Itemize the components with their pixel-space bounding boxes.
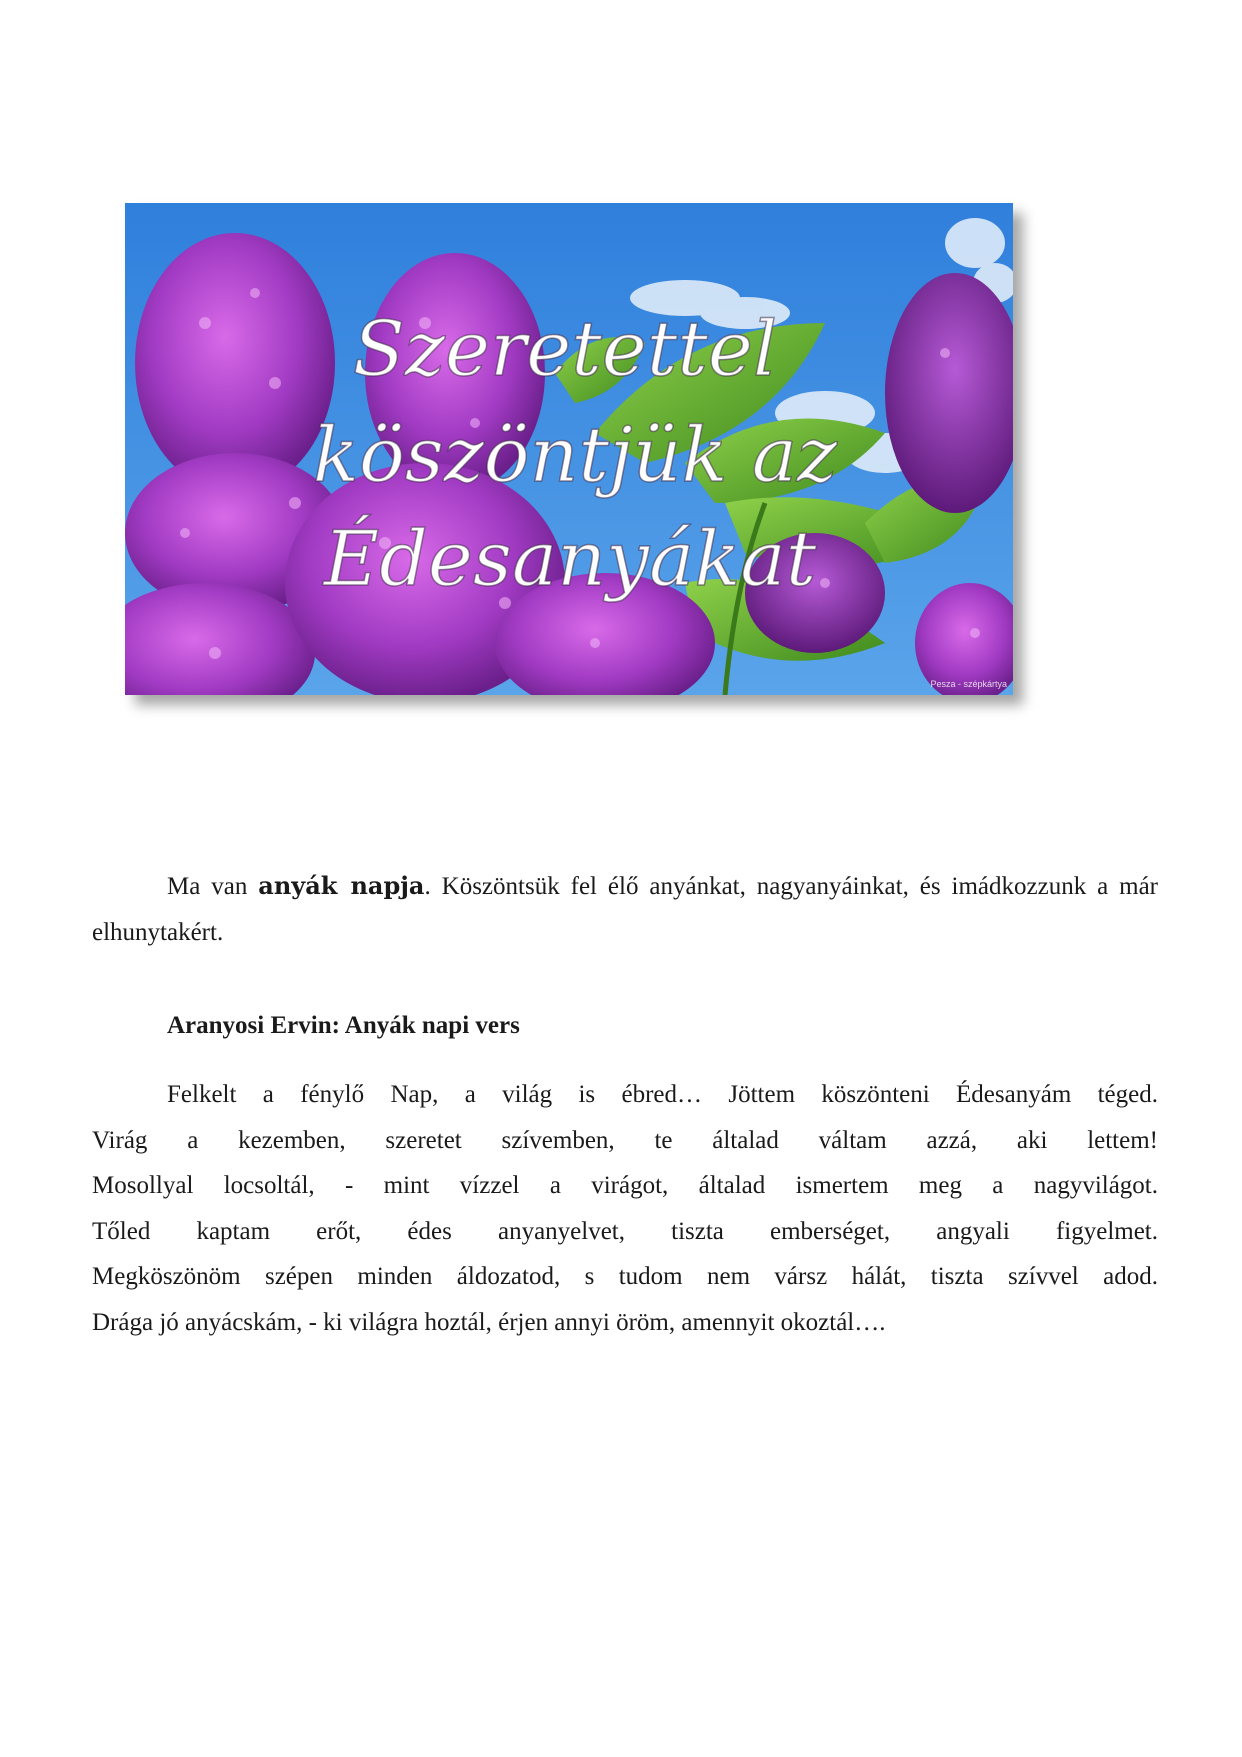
poem-line: Virág a kezemben, szeretet szívemben, te általad váltam azzá, aki lettem! xyxy=(92,1126,1158,1154)
poem-line: Drága jó anyácskám, - ki világra hoztál, érjen annyi öröm, amennyit okoztál…. xyxy=(92,1308,886,1336)
poem-line: Felkelt a fénylő Nap, a világ is ébred… Jöttem köszönteni Édesanyám téged. xyxy=(167,1081,1158,1108)
banner-image xyxy=(125,203,1013,695)
banner-line-2: köszöntjük az xyxy=(312,410,838,499)
intro-paragraph xyxy=(92,863,1158,955)
intro-text-1: Ma van xyxy=(167,873,259,900)
poem-body xyxy=(92,1072,1158,1345)
poem-line: Mosollyal locsoltál, - mint vízzel a virágot, általad ismertem meg a nagyvilágot. xyxy=(92,1172,1158,1199)
intro-bold: anyák napja xyxy=(258,871,425,900)
poem-line: Tőled kaptam erőt, édes anyanyelvet, tiszta emberséget, angyali figyelmet. xyxy=(92,1217,1158,1245)
poem-line: Megköszönöm szépen minden áldozatod, s tudom nem vársz hálát, tiszta szívvel adod. xyxy=(92,1263,1158,1290)
poem-title: Aranyosi Ervin: Anyák napi vers xyxy=(167,1012,520,1039)
banner-line-1: Szeretettel xyxy=(352,304,778,393)
banner-line-3: Édesanyákat xyxy=(323,514,817,603)
banner-watermark: Pesza - szépkártya xyxy=(930,679,1007,689)
lilac-photo xyxy=(125,203,1013,695)
intro-text-2: . Köszöntsük fel élő anyánkat, nagyanyáinkat, és imádkozzunk a már elhunytakért. xyxy=(92,873,1159,946)
